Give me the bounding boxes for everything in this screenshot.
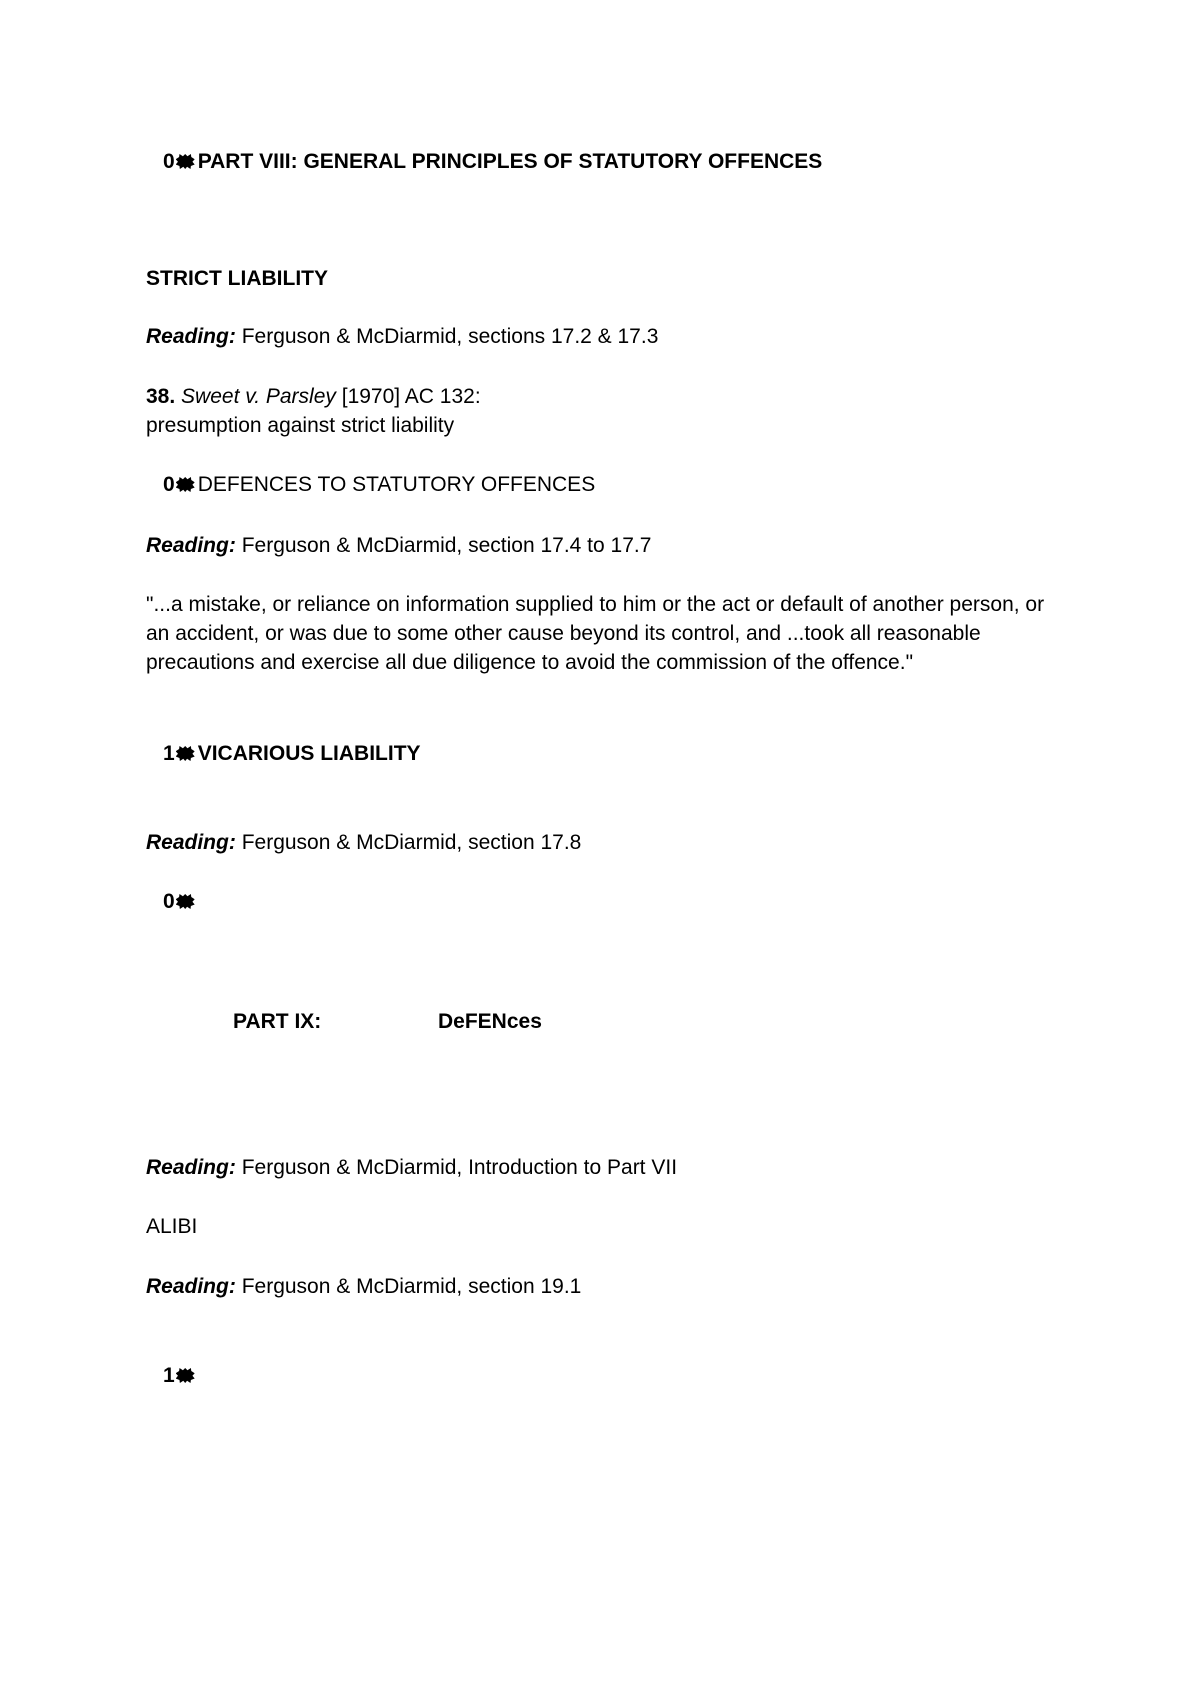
reading-line bbox=[146, 531, 651, 560]
case-note: presumption against strict liability bbox=[146, 414, 455, 437]
heading-number: 0 bbox=[163, 890, 175, 913]
reading-line bbox=[146, 1272, 581, 1301]
reading-text: Ferguson & McDiarmid, section 17.8 bbox=[241, 831, 582, 854]
empty-numbered-heading bbox=[163, 1361, 198, 1390]
reading-label: Reading: bbox=[146, 1156, 236, 1179]
reading-label: Reading: bbox=[146, 325, 236, 348]
reading-text: Ferguson & McDiarmid, Introduction to Part VII bbox=[241, 1156, 678, 1179]
heading-text: VICARIOUS LIABILITY bbox=[197, 742, 421, 765]
heading-number: 0 bbox=[163, 150, 175, 173]
strict-liability-heading: STRICT LIABILITY bbox=[146, 267, 328, 290]
heading-number: 1 bbox=[163, 1364, 175, 1387]
bullet-blot-icon bbox=[176, 746, 195, 761]
vicarious-liability-heading bbox=[163, 739, 421, 768]
statutory-quote: "...a mistake, or reliance on information supplied to him or the act or default of another person, or an accident, or was due to some other cause beyond its control, and ...took all reasonable precautions and exercise all due diligence to avoid the commission of the offence." bbox=[146, 593, 1045, 674]
reading-text: Ferguson & McDiarmid, section 17.4 to 17.7 bbox=[241, 534, 652, 557]
reading-line bbox=[146, 322, 658, 351]
reading-line bbox=[146, 1153, 677, 1182]
bullet-blot-icon bbox=[176, 894, 195, 909]
reading-label: Reading: bbox=[146, 831, 236, 854]
defences-statutory-heading bbox=[163, 470, 595, 499]
heading-text: PART VIII: GENERAL PRINCIPLES OF STATUTORY OFFENCES bbox=[197, 150, 823, 173]
case-name: Sweet v. Parsley bbox=[181, 385, 336, 408]
bullet-blot-icon bbox=[176, 154, 195, 169]
heading-number: 1 bbox=[163, 742, 175, 765]
empty-numbered-heading bbox=[163, 887, 198, 916]
reading-text: Ferguson & McDiarmid, sections 17.2 & 17.3 bbox=[241, 325, 659, 348]
bullet-blot-icon bbox=[176, 1368, 195, 1383]
reading-label: Reading: bbox=[146, 534, 236, 557]
bullet-blot-icon bbox=[176, 477, 195, 492]
case-citation bbox=[146, 382, 481, 411]
case-number: 38. bbox=[146, 385, 176, 408]
case-reference: [1970] AC 132: bbox=[341, 385, 481, 408]
reading-line bbox=[146, 828, 581, 857]
reading-label: Reading: bbox=[146, 1275, 236, 1298]
heading-text: DEFENCES TO STATUTORY OFFENCES bbox=[197, 473, 596, 496]
part-ix-label: PART IX: bbox=[233, 1010, 322, 1033]
part-ix-title: DeFENces bbox=[438, 1010, 542, 1033]
part-viii-heading bbox=[163, 147, 822, 176]
heading-number: 0 bbox=[163, 473, 175, 496]
alibi-heading: ALIBI bbox=[146, 1215, 198, 1238]
reading-text: Ferguson & McDiarmid, section 19.1 bbox=[241, 1275, 582, 1298]
